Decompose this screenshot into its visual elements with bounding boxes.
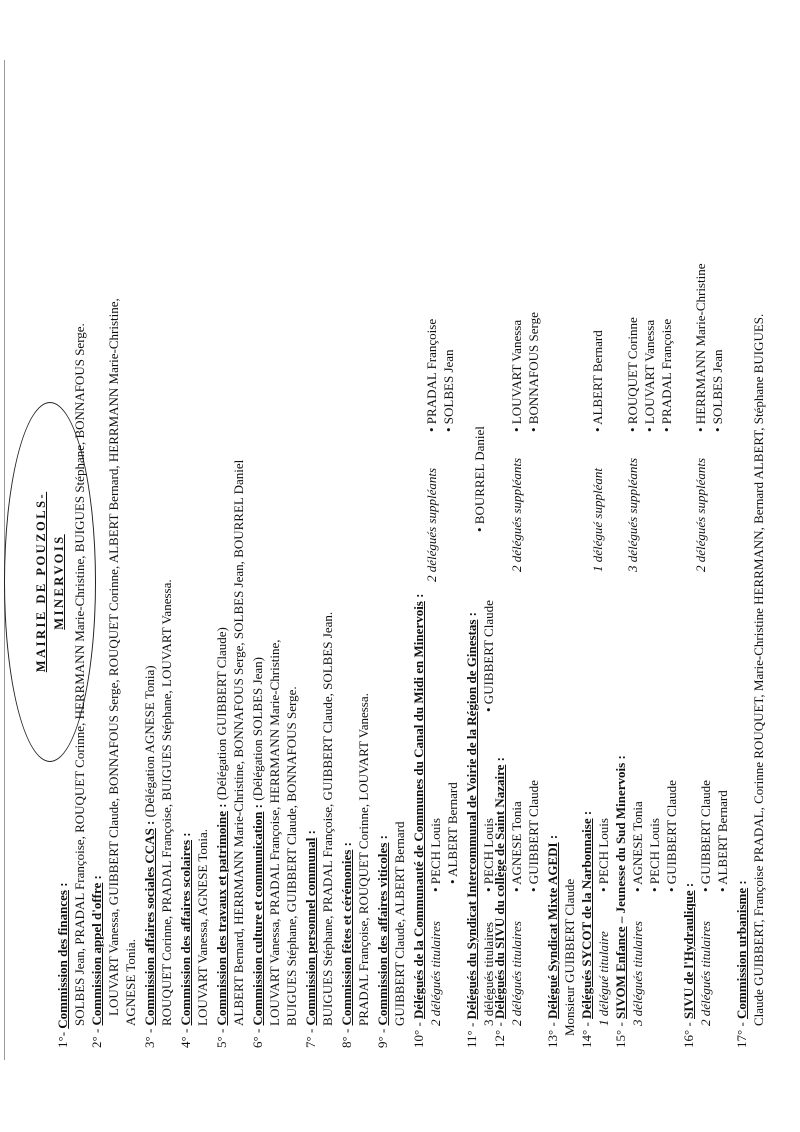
- colon: :: [734, 880, 749, 888]
- section-6-heading: [250, 657, 265, 1048]
- section-5-heading: [214, 627, 229, 1048]
- section-number: 2° -: [89, 1028, 104, 1048]
- colon: :: [545, 834, 560, 843]
- section-title: Délégué Syndicat Mixte AGEDI: [545, 842, 560, 1019]
- section-16-titulaire-2: • ALBERT Bernard: [715, 790, 730, 892]
- section-10-titulaire-1: • PECH Louis: [428, 818, 443, 892]
- colon: :: [214, 803, 229, 811]
- section-number: 4° -: [178, 1028, 193, 1048]
- section-title: Commission culture et communication: [250, 811, 265, 1026]
- section-number: 1°-: [55, 1031, 70, 1048]
- section-16-suppleant-2: • SOLBES Jean: [710, 349, 725, 432]
- section-title: Commission des affaires scolaires: [178, 839, 193, 1026]
- section-11-titulaire-3: • BOURREL Daniel: [472, 426, 487, 532]
- section-15-titulaire-2: • PECH Louis: [647, 818, 662, 892]
- header-title-line1: MAIRIE DE POUZOLS-: [34, 491, 48, 673]
- section-15-titulaires-label: 3 délégués titulaires: [630, 921, 645, 1026]
- section-number: 7° -: [303, 1028, 318, 1048]
- section-12-titulaire-2: • GUIBBERT Claude: [526, 780, 541, 892]
- delegation-note: (Délégation AGNESE Tonia): [142, 665, 157, 821]
- header-title-line2: MINERVOIS: [52, 534, 66, 630]
- section-number: 14° -: [579, 1022, 594, 1048]
- section-2-heading: [89, 875, 104, 1048]
- section-5-members: ALBERT Bernard, HERRMANN Marie-Christine, BONNAFOUS Serge, SOLBES Jean, BOURREL Daniel: [231, 459, 246, 1026]
- section-11-titulaires-label: 3 délégués titulaires: [481, 922, 496, 1026]
- section-14-titulaire-label: 1 délégué titulaire: [596, 931, 611, 1026]
- section-15-suppleant-2: • LOUVART Vanessa: [642, 319, 657, 432]
- section-number: 13° -: [545, 1022, 560, 1048]
- section-15-suppleant-3: • PRADAL Françoise: [659, 318, 674, 432]
- section-8-heading: [339, 842, 354, 1048]
- section-7-members: BUIGUES Stéphane, PRADAL Françoise, GUIBBERT Claude, SOLBES Jean.: [320, 611, 335, 1026]
- section-12-heading: [492, 757, 507, 1048]
- section-14-titulaire-1: • PECH Louis: [596, 818, 611, 892]
- colon: :: [579, 810, 594, 819]
- section-16-heading: [681, 883, 696, 1048]
- colon: :: [55, 882, 70, 891]
- colon: :: [411, 593, 426, 602]
- section-title: Délégués de la Communauté de Communes du Canal du Midi en Minervois: [411, 601, 426, 1019]
- section-title: Commission fêtes et cérémonies: [339, 849, 354, 1026]
- section-title: Commission affaires sociales CCAS: [142, 828, 157, 1026]
- section-12-titulaires-label: 2 délégués titulaires: [509, 921, 524, 1026]
- colon: :: [492, 757, 507, 765]
- section-8-members: PRADAL Françoise, ROUQUET Corinne, LOUVART Vanessa.: [356, 693, 371, 1026]
- delegation-note: (Délégation GUIBBERT Claude): [214, 627, 229, 804]
- section-title: Délégués du Syndicat Intercommunal de Voirie de la Région de Ginestas: [464, 619, 479, 1020]
- section-6-members-line2: BUIGUES Stéphane, GUIBBERT Claude, BONNAFOUS Serge.: [284, 686, 299, 1026]
- section-4-heading: [178, 832, 193, 1048]
- section-16-suppleants-label: 2 délégués suppléants: [693, 457, 708, 572]
- section-number: 15° -: [613, 1022, 628, 1048]
- section-12-suppleant-2: • BONNAFOUS Serge: [526, 312, 541, 432]
- colon: :: [339, 842, 354, 850]
- section-6-members-line1: LOUVART Vanessa, PRADAL Françoise, HERRMANN Marie-Christine,: [267, 639, 282, 1026]
- section-title: Commission appel d'offre: [89, 882, 104, 1026]
- section-title: Commission des finances: [55, 890, 70, 1029]
- section-title: Délégués SYCOT de la Narbonnaise: [579, 818, 594, 1019]
- section-7-heading: [303, 830, 318, 1048]
- section-15-heading: [613, 755, 628, 1048]
- section-11-titulaire-1: • PECH Louis: [481, 818, 496, 892]
- colon: :: [681, 882, 696, 891]
- colon: :: [613, 755, 628, 763]
- section-15-suppleant-1: • ROUQUET Corinne: [625, 317, 640, 432]
- section-number: 10° -: [411, 1022, 426, 1048]
- section-title: Commission urbanisme: [734, 887, 749, 1019]
- colon: :: [375, 835, 390, 843]
- section-12-suppleant-1: • LOUVART Vanessa: [509, 319, 524, 432]
- section-12-suppleants-label: 2 délégués suppléants: [509, 457, 524, 572]
- section-17-members: Claude GUIBBERT, Françoise PRADAL, Corinne ROUQUET, Marie-Christine HERRMANN, Bernard ALBERT, Stéphane BUIGUES.: [751, 313, 766, 1026]
- section-14-suppleant-label: 1 délégué suppléant: [590, 468, 605, 572]
- section-13-heading: [545, 835, 560, 1048]
- section-title: Délégués du SIVU du collège de Saint Nazaire: [492, 764, 507, 1019]
- colon: :: [303, 830, 318, 838]
- section-15-suppleants-label: 3 délégués suppléants: [625, 457, 640, 572]
- section-16-suppleant-1: • HERRMANN Marie-Christine: [693, 263, 708, 432]
- section-title: Commission des affaires viticoles: [375, 842, 390, 1026]
- delegation-note: (Délégation SOLBES Jean): [250, 657, 265, 804]
- section-title: Commission des travaux et patrimoine: [214, 810, 229, 1026]
- colon: :: [464, 611, 479, 620]
- section-9-heading: [375, 835, 390, 1048]
- section-11-heading: [464, 612, 479, 1048]
- section-10-suppleant-2: • SOLBES Jean: [441, 349, 456, 432]
- colon: :: [89, 875, 104, 883]
- section-subtitle: – Jeunesse du Sud Minervois: [613, 762, 628, 927]
- section-title: Commission personnel communal: [303, 837, 318, 1026]
- section-11-titulaire-2: • GUIBBERT Claude: [481, 600, 496, 712]
- section-3-members: ROUQUET Corinne, PRADAL Françoise, BUIGUES Stéphane, LOUVART Vanessa.: [159, 579, 174, 1026]
- section-14-heading: [579, 811, 594, 1048]
- section-number: 8° -: [339, 1028, 354, 1048]
- section-number: 16° -: [681, 1022, 696, 1048]
- section-10-heading: [411, 594, 426, 1048]
- colon: :: [178, 832, 193, 840]
- section-10-suppleants-label: 2 délégués suppléants: [424, 467, 439, 582]
- section-10-suppleant-1: • PRADAL Françoise: [424, 318, 439, 432]
- section-10-titulaire-2: • ALBERT Bernard: [445, 782, 460, 884]
- section-3-heading: [142, 665, 157, 1048]
- section-17-heading: [734, 880, 749, 1048]
- section-9-members: GUIBBERT Claude, ALBERT Bernard: [392, 821, 407, 1026]
- section-2-members-line2: AGNESE Tonia.: [123, 939, 138, 1026]
- section-title: SIVOM Enfance: [613, 926, 628, 1019]
- section-10-titulaires-label: 2 délégués titulaires: [428, 921, 443, 1026]
- section-14-suppleant-1: • ALBERT Bernard: [590, 330, 605, 432]
- section-15-titulaire-1: • AGNESE Tonia: [630, 801, 645, 892]
- section-number: 6° -: [250, 1028, 265, 1048]
- section-number: 11° -: [464, 1022, 479, 1048]
- section-12-titulaire-1: • AGNESE Tonia: [509, 801, 524, 892]
- section-number: 9° -: [375, 1028, 390, 1048]
- colon: :: [250, 803, 265, 812]
- section-number: 12° -: [492, 1022, 507, 1048]
- colon: :: [142, 820, 157, 829]
- section-number: 3° -: [142, 1028, 157, 1048]
- section-1-members: SOLBES Jean, PRADAL Françoise, ROUQUET Corinne, HERRMANN Marie-Christine, BUIGUES Stéphane, BONNAFOUS Serge.: [72, 323, 87, 1026]
- section-2-members-line1: LOUVART Vanessa, GUIBBERT Claude, BONNAFOUS Serge, ROUQUET Corinne, ALBERT Bernard, HERRMANN Marie-Christine,: [106, 298, 121, 1016]
- section-title: SIVU de l'Hydraulique: [681, 890, 696, 1019]
- section-4-members: LOUVART Vanessa, AGNESE Tonia.: [195, 828, 210, 1026]
- section-13-members: Monsieur GUIBBERT Claude: [562, 878, 577, 1036]
- section-16-titulaire-1: • GUIBBERT Claude: [698, 780, 713, 892]
- section-number: 17° -: [734, 1022, 749, 1048]
- section-number: 5° -: [214, 1028, 229, 1048]
- section-15-titulaire-3: • GUIBBERT Claude: [664, 780, 679, 892]
- section-1-heading: [55, 882, 70, 1048]
- section-16-titulaires-label: 2 délégués titulaires: [698, 921, 713, 1026]
